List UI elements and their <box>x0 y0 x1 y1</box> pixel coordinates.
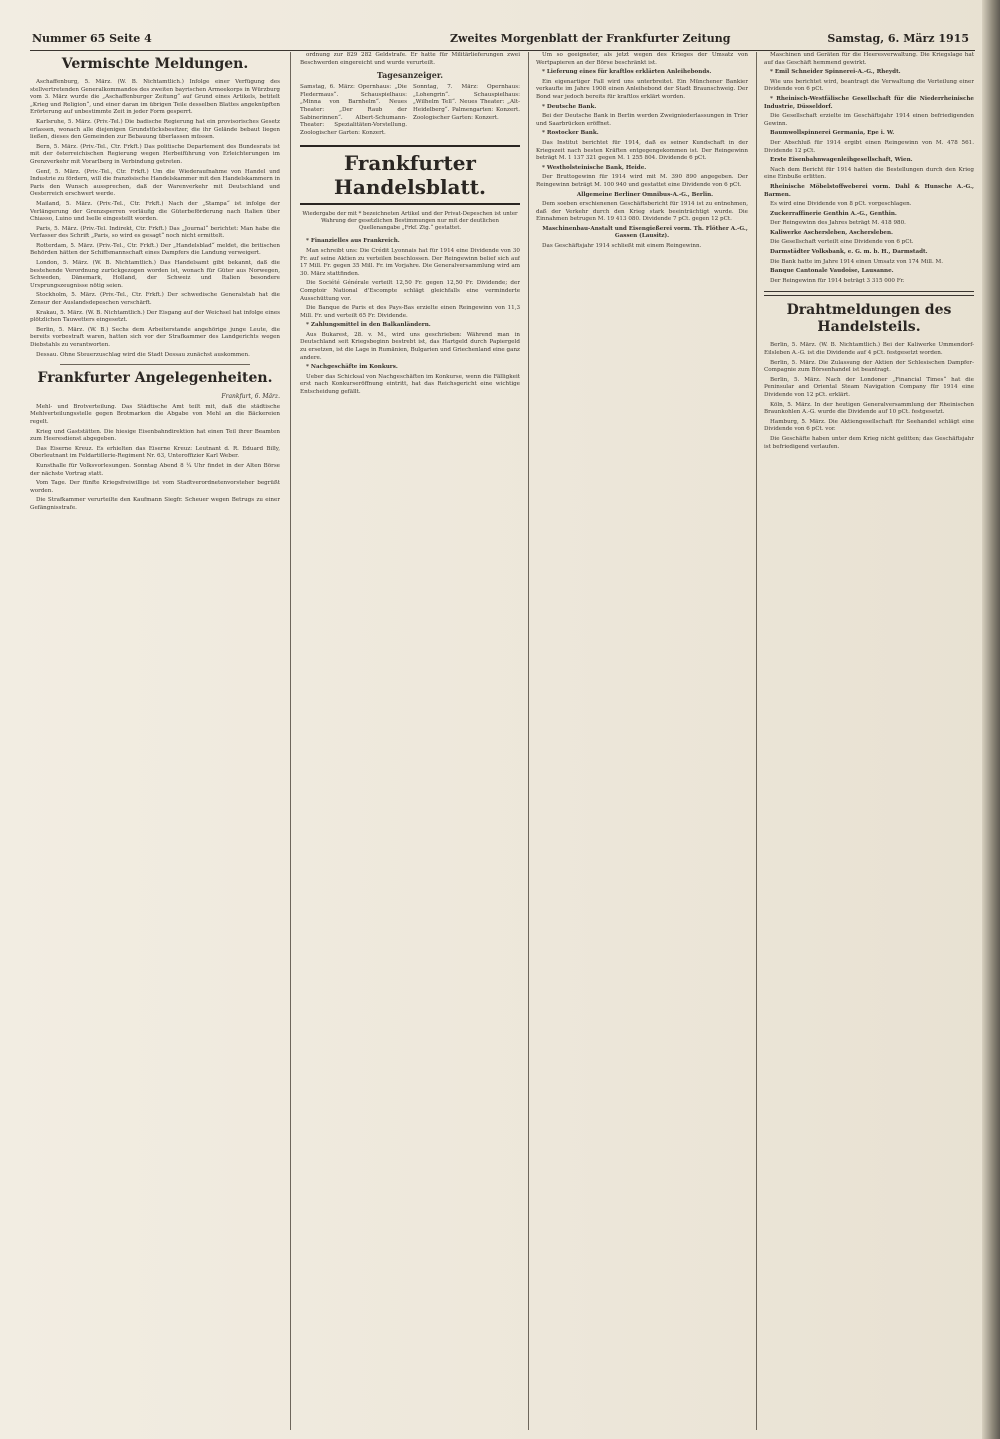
section-title-frankfurter: Frankfurter Angelegenheiten. <box>37 370 273 387</box>
article-heading: * Nachgeschäfte im Konkurs. <box>306 364 398 371</box>
column-2 <box>300 52 520 1430</box>
article-paragraph: Mehl- und Brotverteilung. Das Städtische Amt teilt mit, daß die städtische Mehlverteilungsstelle gegen Brotmarken die Abgabe von Mehl an die Bäckereien regelt. <box>30 403 280 425</box>
article-paragraph: Berlin, 5. März. Die Zulassung der Aktien der Schlesischen Dampfer-Compagnie zum Börsenhandel ist beantragt. <box>764 359 974 374</box>
article-paragraph: Nach dem Bericht für 1914 hatten die Bestellungen durch den Krieg eine Einbuße erlitten. <box>764 166 974 181</box>
article-paragraph: Die Société Générale verteilt 12,50 Fr. gegen 12,50 Fr. Dividende; der Comptoir National d'Escompte schlägt gleichfalls eine verminderte Ausschüttung vor. <box>300 280 520 302</box>
reprint-notice: Wiedergabe der mit * bezeichneten Artikel und der Privat-Depeschen ist unter Wahrung der gesetzlichen Bestimmungen nur mit der deutlichen Quellenangabe „Frkf. Ztg.“ gestattet. <box>302 211 518 232</box>
article-paragraph: Dem soeben erschienenen Geschäftsbericht für 1914 ist zu entnehmen, daß der Verkehr durch den Krieg stark beeinträchtigt wurde. Die Einnahmen betrugen M. 19 413 080. Dividende 7 pCt. gegen 12 pCt. <box>536 201 748 223</box>
article-heading: Banque Cantonale Vaudoise, Lausanne. <box>770 268 894 275</box>
article-heading: * Zahlungsmittel in den Balkanländern. <box>306 322 431 329</box>
article-paragraph: Karlsruhe, 5. März. (Priv.-Tel.) Die badische Regierung hat ein provisorisches Gesetz erlassen, wonach alle diejenigen Grundstücksbesitzer, die ihr Gelände bebaut liegen ließen, dieses den Gemeinden zur Bebauung überlassen müssen. <box>30 118 280 141</box>
article-paragraph: Die Gesellschaft verteilt eine Dividende von 6 pCt. <box>770 239 914 246</box>
article-paragraph: Ueber das Schicksal von Nachgeschäften im Konkurse, wenn die Fälligkeit erst nach Konkurseröffnung eintritt, hat das Reichsgericht eine wichtige Entscheidung gefällt. <box>300 373 520 396</box>
article-paragraph: Aschaffenburg, 5. März. (W. B. Nichtamtlich.) Infolge einer Verfügung des stellvertretenden Generalkommandos des zweiten bayrischen Armeekorps in Würzburg vom 3. März wurde die „Aschaffenburger Zeitung“ auf Grund eines Artikels, betitelt „Krieg und Religion“, und einer daran im übrigen Teile desselben Blattes angeknüpften Erörterung auf unbestimmte Zeit in jeder Form gesperrt. <box>30 79 280 116</box>
article-paragraph: Um so geeigneter, als jetzt wegen des Krieges der Umsatz von Wertpapieren an der Börse beschränkt ist. <box>536 52 748 66</box>
article-paragraph: Berlin, 5. März. (W. B. Nichtamtlich.) Bei der Kaliwerke Ummendorf-Eilsleben A.-G. ist die Dividende auf 4 pCt. festgesetzt worden. <box>764 342 974 357</box>
article-paragraph: Aus Bukarest, 28. v. M., wird uns geschrieben: Während man in Deutschland seit Kriegsbeginn bestrebt ist, das Hartgeld durch Papiergeld zu ersetzen, ist die Lage in Rumänien, Bulgarien und Griechenland eine ganz andere. <box>300 331 520 361</box>
article-paragraph: Stockholm, 5. März. (Priv.-Tel., Ctr. Frkft.) Der schwedische Generalstab hat die Zensur der Auslandsdepeschen verschärft. <box>30 292 280 307</box>
article-heading: * Deutsche Bank. <box>542 103 597 110</box>
article-paragraph: Krieg und Gaststätten. Die hiesige Eisenbahndirektion hat einen Teil ihrer Beamten zum Heeresdienst abgegeben. <box>30 428 280 443</box>
box-title-tagesanzeiger: Tagesanzeiger. <box>376 70 444 81</box>
article-heading: * Westholsteinische Bank, Heide. <box>542 164 647 171</box>
article-paragraph: Der Bruttogewinn für 1914 wird mit M. 390 890 angegeben. Der Reingewinn beträgt M. 100 940 und gestattet eine Dividende von 6 pCt. <box>536 174 748 188</box>
article-heading: * Rostocker Bank. <box>542 130 599 137</box>
listing-left: Samstag, 6. März: Opernhaus: „Die Fledermaus“. Schauspielhaus: „Minna von Barnhelm“. Neues Theater: „Der Raub der Sabinerinnen“. Albert-Schumann-Theater: Spezialitäten-Vorstellung. Zoologischer Garten: Konzert. <box>300 84 407 136</box>
article-paragraph: Der Reingewinn für 1914 beträgt 3 315 000 Fr. <box>770 277 905 284</box>
article-heading: * Rheinisch-Westfälische Gesellschaft für die Niederrheinische Industrie, Düsseldorf. <box>764 95 974 110</box>
article-paragraph: Köln, 5. März. In der heutigen Generalversammlung der Rheinischen Braunkohlen A.-G. wurde die Dividende auf 10 pCt. festgesetzt. <box>764 401 974 416</box>
article-heading: Darmstädter Volksbank, e. G. m. b. H., Darmstadt. <box>770 249 928 256</box>
article-paragraph: Der Abschluß für 1914 ergibt einen Reingewinn von M. 478 561. Dividende 12 pCt. <box>764 139 974 154</box>
article-paragraph: Hamburg, 5. März. Die Aktiengesellschaft für Seehandel schlägt eine Dividende von 6 pCt. vor. <box>764 418 974 433</box>
article-heading: * Lieferung eines für kraftlos erklärten Anleihebonds. <box>542 69 712 76</box>
article-paragraph: Ein eigenartiger Fall wird uns unterbreitet. Ein Münchener Bankier verkaufte im Jahre 1908 einen Anleihebond der Stadt Braunschweig. Der Bond war jedoch bereits für kraftlos erklärt worden. <box>536 78 748 100</box>
column-rule <box>290 52 291 1430</box>
section-divider <box>60 364 250 365</box>
article-heading: * Emil Schneider Spinnerei-A.-G., Rheydt. <box>770 69 901 76</box>
section-title-drahtmeldungen: Drahtmeldungen des Handelsteils. <box>786 302 952 336</box>
article-paragraph: Das Institut berichtet für 1914, daß es seiner Kundschaft in der Kriegszeit nach besten Kräften entgegengekommen ist. Der Reingewinn beträgt M. 1 137 321 gegen M. 1 255 804. Dividende 6 pCt. <box>536 139 748 162</box>
article-paragraph: Vom Tage. Der fünfte Kriegsfreiwillige ist vom Stadtverordnetenvorsteher begrüßt worden. <box>30 480 280 494</box>
section-divider <box>764 291 974 296</box>
article-paragraph: Maschinen und Geräten für die Heeresverwaltung. Die Kriegslage hat auf das Geschäft hemmend gewirkt. <box>764 52 974 66</box>
article-paragraph: Wie uns berichtet wird, beantragt die Verwaltung die Verteilung einer Dividende von 6 pCt. <box>764 78 974 93</box>
article-heading: Rheinische Möbelstoffweberei vorm. Dahl & Hunsche A.-G., Barmen. <box>764 183 974 198</box>
article-paragraph: Der Reingewinn des Jahres beträgt M. 418 980. <box>770 220 906 227</box>
article-paragraph: Mailand, 5. März. (Priv.-Tel., Ctr. Frkft.) Nach der „Stampa“ ist infolge der Verlängerung der Grenzsperren vorläufig die Güterbeförderung nach Italien über Chiasso, Luino und Iselle eingestellt worden. <box>30 200 280 223</box>
article-paragraph: Die Geschäfte haben unter dem Krieg nicht gelitten; das Geschäftsjahr ist befriedigend verlaufen. <box>764 435 974 450</box>
column-3 <box>536 52 748 1430</box>
issue-date: Samstag, 6. März 1915 <box>827 32 969 45</box>
article-heading: * Finanzielles aus Frankreich. <box>306 238 400 245</box>
article-heading: Erste Eisenbahnwagenleihgesellschaft, Wien. <box>770 157 913 164</box>
article-paragraph: Paris, 5. März. (Priv.-Tel. Indirekt, Ctr. Frkft.) Das „Journal“ berichtet: Man habe die Verfasser des Schrift „Paris, so wird es gesagt“ noch nicht ermittelt. <box>30 225 280 240</box>
dateline: Frankfurt, 6. März. <box>221 393 280 401</box>
page-header <box>30 28 975 51</box>
article-paragraph: Berlin, 5. März. (W. B.) Sechs dem Arbeiterstande angehörige junge Leute, die bereits vorbestraft waren, hatten sich vor der Strafkammer des Landgerichts wegen Diebstahls zu verantworten. <box>30 326 280 348</box>
handelsblatt-banner <box>300 145 520 205</box>
page-number: Nummer 65 Seite 4 <box>32 32 152 45</box>
article-paragraph: Die Gesellschaft erzielte im Geschäftsjahr 1914 einen befriedigenden Gewinn. <box>764 113 974 127</box>
article-paragraph: Die Bank hatte im Jahre 1914 einen Umsatz von 174 Mill. M. <box>770 258 944 265</box>
article-paragraph: Berlin, 5. März. Nach der Londoner „Financial Times“ hat die Peninsular and Oriental Steam Navigation Company für 1914 eine Dividende von 12 pCt. erklärt. <box>764 376 974 398</box>
section-title-handelsblatt: Frankfurter Handelsblatt. <box>334 151 486 200</box>
section-title-vermischte: Vermischte Meldungen. <box>61 56 249 72</box>
article-paragraph: Das Geschäftsjahr 1914 schließt mit einem Reingewinn. <box>542 243 702 250</box>
article-paragraph: London, 5. März. (W. B. Nichtamtlich.) Das Handelsamt gibt bekannt, daß die bestehende Verordnung zurückgezogen worden ist, wonach für Güter aus Norwegen, Schweden, Dänemark, Holland, der Schweiz und Italien besondere Ursprungszeugnisse nötig seien. <box>30 260 280 289</box>
article-paragraph: Man schreibt uns: Die Crédit Lyonnais hat für 1914 eine Dividende von 30 Fr. auf seine Aktien zu verteilen beschlossen. Der Reingewinn belief sich auf 17 Mill. Fr. gegen 35 Mill. Fr. im Vorjahre. Die Generalversammlung wird am 30. März stattfinden. <box>300 247 520 277</box>
article-paragraph: Genf, 5. März. (Priv.-Tel., Ctr. Frkft.) Um die Wiederaufnahme von Handel und Industrie zu fördern, will die französische Handelskammer mit den Handelskammern in Paris den Wunsch aussprechen, daß der Warenverkehr mit Deutschland und Oesterreich erschwert werde. <box>30 168 280 198</box>
listing-right: Sonntag, 7. März: Opernhaus: „Lohengrin“. Schauspielhaus: „Wilhelm Tell“. Neues Theater: „Alt-Heidelberg“. Palmengarten: Konzert. Zoologischer Garten: Konzert. <box>413 84 520 121</box>
article-paragraph: ordnung zur 829 282 Geldstrafe. Er hatte für Militärlieferungen zwei Beschwerden eingereicht und wurde verurteilt. <box>300 52 520 66</box>
article-paragraph: Die Banque de Paris et des Pays-Bas erzielte einen Reingewinn von 11,3 Mill. Fr. und verteilt 65 Fr. Dividende. <box>300 305 520 319</box>
article-paragraph: Bern, 5. März. (Priv.-Tel., Ctr. Frkft.) Das politische Departement des Bundesrats ist mit der österreichischen Regierung wegen Herbeiführung von Erleichterungen im Grenzverkehr mit Vorarlberg in Verbindung getreten. <box>30 143 280 165</box>
article-paragraph: Es wird eine Dividende von 8 pCt. vorgeschlagen. <box>770 201 912 208</box>
article-paragraph: Kunsthalle für Volksvorlesungen. Sonntag Abend 8 ¼ Uhr findet in der Alten Börse der nächste Vortrag statt. <box>30 462 280 477</box>
column-rule <box>528 52 529 1430</box>
tagesanzeiger-box <box>300 84 520 139</box>
article-paragraph: Das Eiserne Kreuz. Es erhielten das Eiserne Kreuz: Leutnant d. R. Eduard Billy, Oberleutnant im Feldartillerie-Regiment Nr. 63, Unteroffizier Karl Weber. <box>30 445 280 460</box>
article-paragraph: Die Strafkammer verurteilte den Kaufmann Siegfr. Scheuer wegen Betrugs zu einer Gefängnisstrafe. <box>30 497 280 511</box>
masthead-line: Zweites Morgenblatt der Frankfurter Zeitung <box>450 32 731 45</box>
article-heading: Zuckerraffinerie Genthin A.-G., Genthin. <box>770 210 897 217</box>
book-binding-edge <box>982 0 1000 1439</box>
article-paragraph: Krakau, 5. März. (W. B. Nichtamtlich.) Der Eisgang auf der Weichsel hat infolge eines plötzlichen Tauwetters eingesetzt. <box>30 309 280 324</box>
article-heading: Maschinenbau-Anstalt und Eisengießerei vorm. Th. Flöther A.-G., Gassen (Lausitz). <box>542 225 748 240</box>
article-heading: Kaliwerke Aschersleben, Aschersleben. <box>770 229 893 236</box>
article-heading: Baumwollspinnerei Germania, Epe i. W. <box>770 130 895 137</box>
article-paragraph: Bei der Deutsche Bank in Berlin werden Zweigniederlassungen in Trier und Saarbrücken eröffnet. <box>536 113 748 127</box>
article-paragraph: Dessau. Ohne Steuerzuschlag wird die Stadt Dessau zunächst auskommen. <box>36 351 250 358</box>
column-1 <box>30 52 280 1430</box>
article-heading: Allgemeine Berliner Omnibus-A.-G., Berlin. <box>576 191 714 198</box>
column-rule <box>756 52 757 1430</box>
column-4 <box>764 52 974 1430</box>
article-paragraph: Rotterdam, 5. März. (Priv.-Tel., Ctr. Frkft.) Der „Handelsblad“ meldet, die britischen Behörden hätten der Schiffsmannschaft eines Dampfers die Landung verweigert. <box>30 242 280 257</box>
